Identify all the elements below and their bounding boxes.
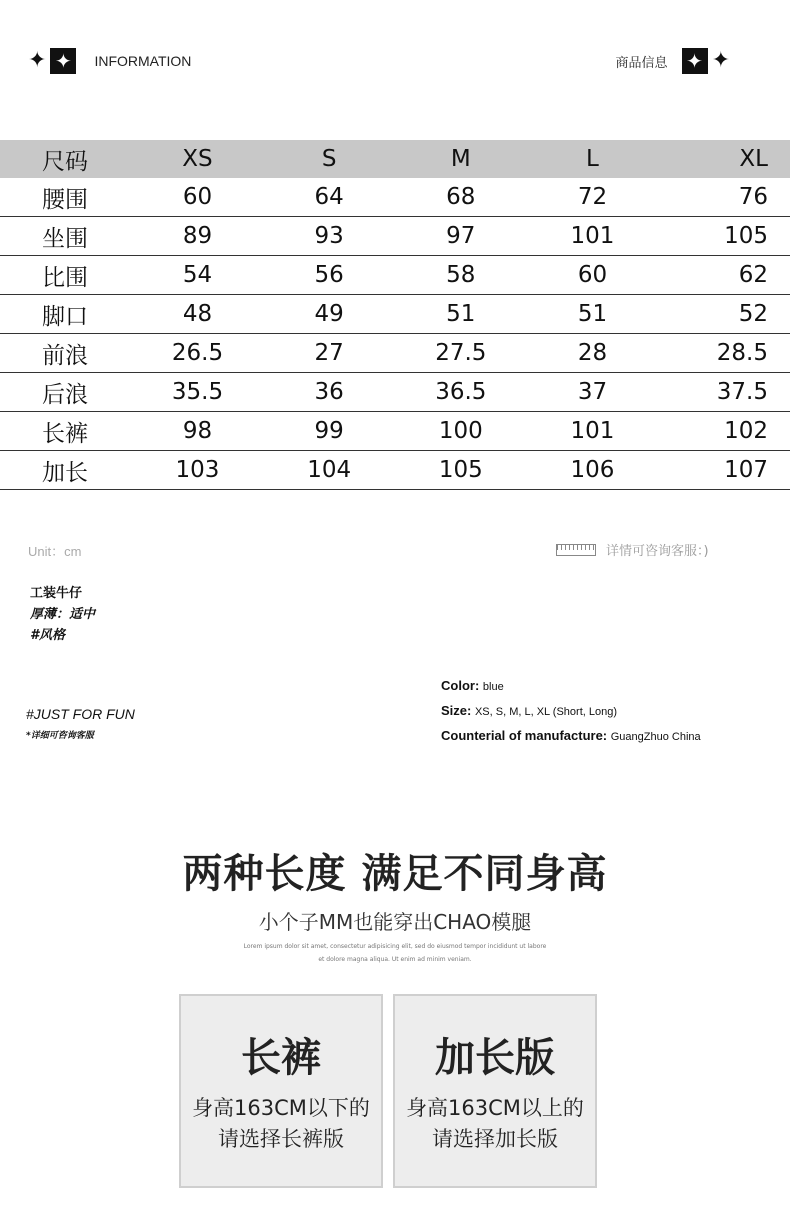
table-row	[0, 295, 790, 334]
card-desc	[395, 1093, 595, 1155]
table-cell: 52	[738, 301, 768, 327]
header-size: 尺码	[42, 148, 88, 175]
card-desc-line: 身高163CM以上的	[406, 1096, 584, 1120]
table-cell: 101	[570, 223, 615, 249]
table-cell: 99	[314, 418, 344, 444]
header-m: M	[450, 146, 471, 172]
table-cell: 93	[314, 223, 344, 249]
card-extended	[393, 994, 597, 1188]
promo-title: 两种长度 满足不同身高	[182, 851, 608, 897]
detail-note	[556, 540, 709, 559]
table-cell: 48	[182, 301, 213, 327]
product-info-label: 商品信息	[615, 55, 668, 71]
lorem-line: et dolore magna aliqua. Ut enim ad minim veniam.	[318, 956, 472, 963]
card-desc	[181, 1093, 381, 1155]
card-desc-line: 请选择长裤版	[218, 1127, 344, 1151]
header-l: L	[586, 146, 599, 172]
table-cell: 37.5	[716, 379, 768, 405]
row-label: 前浪	[42, 342, 88, 369]
table-cell: 105	[438, 457, 483, 483]
header-right	[616, 48, 730, 74]
row-label: 长裤	[42, 420, 88, 447]
sparkle-box-icon: ✦	[682, 48, 708, 74]
lorem-line: Lorem ipsum dolor sit amet, consectetur adipisicing elit, sed do eiusmod tempor incididunt ut labore	[243, 943, 547, 950]
just-for-fun-sub: *详细可咨询客服	[26, 731, 94, 741]
table-cell: 68	[446, 184, 476, 210]
table-cell: 27	[314, 340, 344, 366]
sparkle-icon: ✦	[711, 48, 730, 73]
table-cell: 27.5	[435, 340, 487, 366]
table-cell: 49	[314, 301, 344, 327]
table-cell: 36	[314, 379, 344, 405]
table-cell: 60	[182, 184, 213, 210]
table-cell: 76	[738, 184, 768, 210]
header-left	[28, 48, 191, 74]
table-cell: 60	[577, 262, 608, 288]
table-cell: 35.5	[171, 379, 224, 405]
spec-color-label: Color:	[441, 678, 480, 693]
table-cell: 26.5	[171, 340, 224, 366]
table-cell: 106	[570, 457, 615, 483]
table-cell: 51	[446, 301, 476, 327]
table-cell: 56	[314, 262, 344, 288]
table-cell: 58	[446, 262, 476, 288]
card-title: 加长版	[435, 1035, 555, 1081]
table-cell: 107	[724, 457, 768, 483]
card-desc-line: 身高163CM以下的	[192, 1096, 370, 1120]
header-s: S	[321, 146, 337, 172]
table-cell: 89	[182, 223, 213, 249]
size-table	[0, 140, 790, 490]
table-cell: 37	[577, 379, 608, 405]
promo-subtitle: 小个子MM也能穿出CHAO模腿	[258, 910, 532, 934]
spec-size-label: Size:	[441, 703, 472, 718]
row-label: 腰围	[42, 186, 88, 213]
table-cell: 54	[182, 262, 213, 288]
lorem-text	[200, 940, 590, 966]
sparkle-icon: ✦	[28, 48, 47, 73]
spec-origin-value: GuangZhuo China	[610, 731, 701, 743]
table-row	[0, 334, 790, 373]
table-cell: 51	[577, 301, 608, 327]
table-cell: 36.5	[435, 379, 487, 405]
sparkle-box-icon: ✦	[50, 48, 76, 74]
table-row	[0, 217, 790, 256]
table-row	[0, 178, 790, 217]
table-row	[0, 256, 790, 295]
card-desc-line: 请选择加长版	[432, 1127, 558, 1151]
spec-origin-label: Counterial of manufacture:	[441, 728, 608, 743]
table-cell: 100	[438, 418, 483, 444]
card-title: 长裤	[241, 1035, 321, 1081]
style-line: #风格	[30, 628, 66, 643]
information-label: INFORMATION	[94, 53, 192, 69]
table-cell: 97	[446, 223, 476, 249]
table-cell: 72	[577, 184, 608, 210]
spec-size	[441, 699, 701, 724]
spec-color-value: blue	[482, 681, 504, 693]
style-notes	[30, 583, 95, 646]
table-row	[0, 451, 790, 490]
spec-origin	[441, 724, 701, 749]
table-cell: 28	[577, 340, 608, 366]
card-long-pants	[179, 994, 383, 1188]
spec-color	[441, 674, 701, 699]
header-xs: XS	[182, 146, 213, 172]
product-specs	[441, 674, 701, 749]
row-label: 脚口	[42, 303, 88, 330]
table-cell: 102	[724, 418, 768, 444]
table-header-row	[0, 140, 790, 178]
table-cell: 105	[724, 223, 768, 249]
just-for-fun-title: #JUST FOR FUN	[26, 706, 135, 722]
spec-size-value: XS, S, M, L, XL (Short, Long)	[474, 706, 618, 718]
table-row	[0, 373, 790, 412]
detail-note-text: 详情可咨询客服：)	[606, 544, 709, 559]
table-cell: 64	[314, 184, 344, 210]
row-label: 比围	[42, 264, 88, 291]
table-cell: 104	[307, 457, 352, 483]
ruler-icon	[556, 544, 596, 556]
header-xl: XL	[739, 146, 768, 172]
row-label: 后浪	[42, 381, 88, 408]
table-cell: 28.5	[716, 340, 768, 366]
row-label: 坐围	[42, 225, 88, 252]
style-line: 厚薄：适中	[30, 607, 96, 622]
table-cell: 98	[182, 418, 213, 444]
table-cell: 62	[738, 262, 768, 288]
style-line: 工装牛仔	[30, 586, 83, 601]
row-label: 加长	[42, 459, 88, 486]
table-cell: 103	[175, 457, 220, 483]
table-row	[0, 412, 790, 451]
unit-label: Unit：cm	[28, 544, 82, 559]
table-cell: 101	[570, 418, 615, 444]
